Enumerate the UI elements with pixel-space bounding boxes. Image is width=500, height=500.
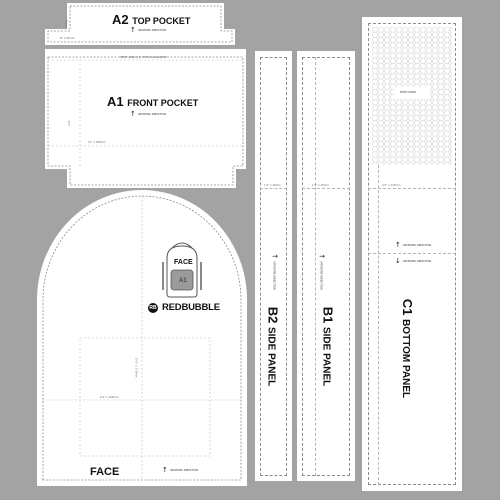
a1-title: A1 FRONT POCKET [107, 94, 199, 109]
c1-width-dimension: 4.5" x 115mm [382, 184, 401, 187]
b2-width-dimension: 1.5" x 40mm [264, 184, 281, 187]
a2-height-dimension: 25mm [64, 19, 68, 28]
face-height-dimension: 10.5" x 270mm [134, 357, 138, 378]
redbubble-wordmark: REDBUBBLE [162, 302, 220, 313]
face-title: FACE [90, 466, 120, 478]
c1-artwork-direction-down: ↓ ARTWORK DIRECTION [395, 257, 432, 265]
b1-artwork-direction: ↑ ARTWORK DIRECTION [317, 253, 326, 290]
c1-artwork-direction-up: ↑ ARTWORK DIRECTION [395, 241, 432, 249]
b1-title: B1 SIDE PANEL [320, 306, 336, 387]
redbubble-badge-icon: RB [149, 304, 157, 311]
a2-artwork-direction: ↑ ARTWORK DIRECTION [130, 26, 167, 34]
backpack-illustration-icon [160, 240, 205, 300]
arrow-up-icon: ↑ [130, 26, 136, 34]
arrow-down-icon: ↓ [395, 257, 401, 265]
arrow-up-icon: ↑ [395, 241, 401, 249]
redbubble-logo [148, 302, 220, 313]
arrow-up-icon: ↑ [270, 253, 279, 260]
a1-width-dimension: 11" x 185mm [88, 141, 106, 144]
a1-height-dimension: 6.5" [67, 120, 71, 127]
a1-artwork-direction: ↑ ARTWORK DIRECTION [130, 110, 167, 118]
b2-artwork-direction: ↑ ARTWORK DIRECTION [270, 253, 279, 290]
arrow-up-icon: ↑ [130, 110, 136, 118]
bag-face-label: FACE [174, 259, 193, 266]
a2-title: A2 TOP POCKET [112, 12, 191, 27]
c1-mesh-label: MESH PANEL [400, 91, 417, 94]
bag-a1-label: A1 [179, 278, 187, 284]
arrow-up-icon: ↑ [317, 253, 326, 260]
a2-width-dimension: 8" x 25mm [60, 37, 75, 40]
c1-title: C1 BOTTOM PANEL [400, 298, 416, 399]
b2-title: B2 SIDE PANEL [265, 306, 281, 387]
face-width-dimension: 6.5" x 165mm [100, 396, 119, 399]
face-artwork-direction: ↑ ARTWORK DIRECTION [162, 466, 199, 474]
b1-width-dimension: 1.5" x 40mm [312, 184, 329, 187]
arrow-up-icon: ↑ [162, 466, 168, 474]
a1-top-note: PRINT AREA 0.5" SEAM ALLOWANCE [120, 56, 167, 59]
